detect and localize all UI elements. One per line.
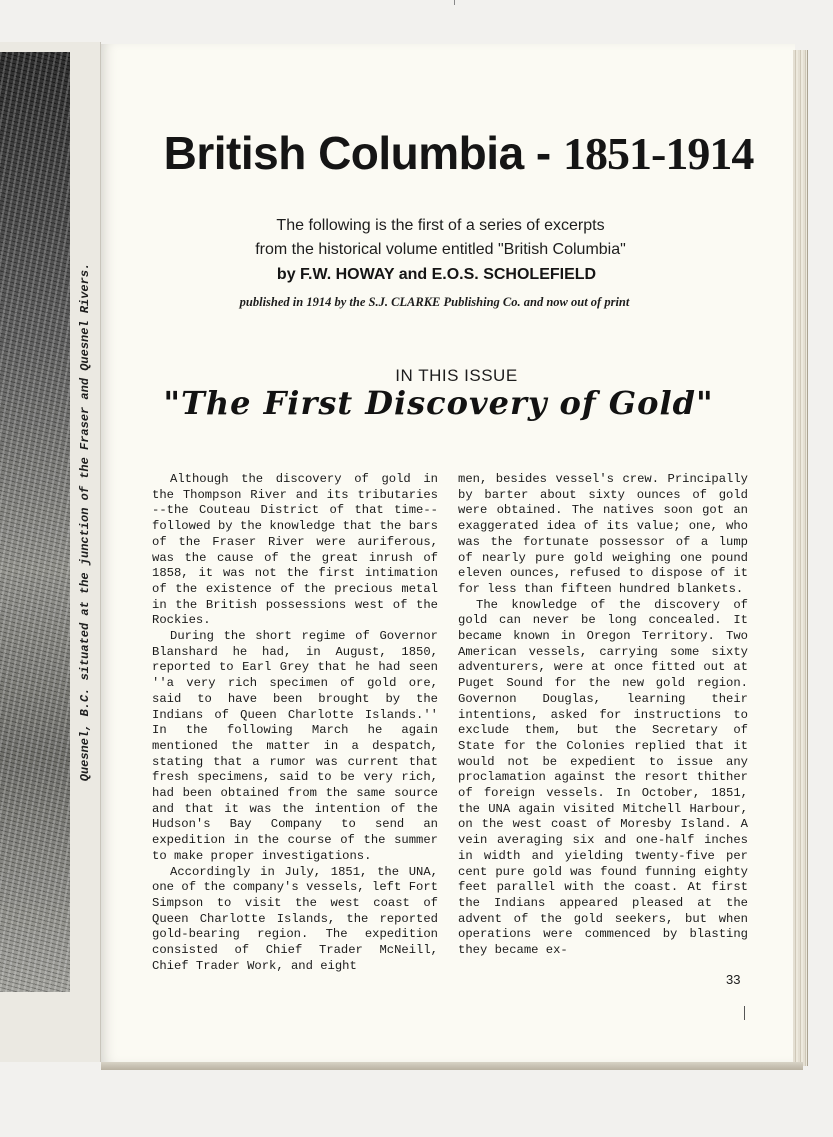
paragraph: During the short regime of Governor Blanshard he had, in August, 1850, reported to Earl Grey that he had seen ''a very rich specimen of gold ore, said to have been brought by the Indians of Queen Charlotte Islands.'' In the following March he again mentioned the matter in a despatch, stating that a rumor was current that fresh specimens, said to be very rich, had been obtained from the same source and that it was the intention of the Hudson's Bay Company to send an expedition in the course of the summer to make proper investigations. bbox=[152, 629, 438, 863]
byline: by F.W. HOWAY and E.O.S. SCHOLEFIELD bbox=[276, 266, 597, 283]
paragraph: Accordingly in July, 1851, the UNA, one of the company's vessels, left Fort Simpson to visit the west coast of Queen Charlotte Islands, the reported gold-bearing region. The expedition consisted of Chief Trader McNeill, Chief Trader Work, and eight bbox=[152, 864, 438, 973]
photo-caption: Quesnel, B.C. situated at the junction of the Fraser and Quesnel Rivers. bbox=[78, 262, 92, 782]
page-bottom-edge bbox=[101, 1062, 803, 1070]
river-photo bbox=[0, 52, 70, 992]
publication-note: published in 1914 by the S.J. CLARKE Publishing Co. and now out of print bbox=[239, 295, 630, 309]
photo-caption-area bbox=[70, 52, 100, 992]
article-column-left bbox=[152, 472, 438, 975]
page-number: 33 bbox=[726, 972, 741, 987]
paragraph-continuation: men, besides vessel's crew. Principally by barter about sixty ounces of gold were obtained. The natives soon got an exaggerated idea of its value; one, who was the fortunate possessor of a lump of nearly pure gold weighing one pound eleven ounces, refused to dispose of it for less than fifteen hundred blankets. bbox=[458, 472, 748, 596]
title-years: 1851-1914 bbox=[563, 128, 754, 179]
page-stack-edge bbox=[793, 50, 808, 1066]
feature-title: "The First Discovery of Gold" bbox=[163, 384, 714, 422]
title-text: British Columbia - bbox=[163, 127, 564, 179]
intro-line-1: The following is the first of a series of excerpts bbox=[276, 217, 605, 234]
article-column-right bbox=[458, 472, 748, 959]
top-edge-mark bbox=[454, 0, 455, 5]
issue-label: IN THIS ISSUE bbox=[395, 366, 518, 385]
margin-mark bbox=[744, 1006, 745, 1020]
intro-text bbox=[24, 214, 833, 262]
page-title bbox=[42, 126, 833, 180]
paragraph: The knowledge of the discovery of gold can never be long concealed. It became known in Oregon Territory. Two American vessels, carrying some sixty adventurers, were at once fitted out at Puget Sound for the new gold region. Governon Douglas, learning their intentions, asked for instructions to exclude them, but the Secretary of State for the Colonies replied that it would not be expedient to issue any proclamation against the resort thither of foreign vessels. In October, 1851, the UNA again visited Mitchell Harbour, on the west coast of Moresby Island. A vein averaging six and one-half inches in width and yielding twenty-five per cent pure gold was found funning eighty feet parallel with the coast. At first the Indians appeared pleased at the advent of the gold seekers, but when operations were commenced by blasting they became ex- bbox=[458, 597, 748, 958]
intro-line-2: from the historical volume entitled "British Columbia" bbox=[255, 241, 626, 258]
paragraph: Although the discovery of gold in the Thompson River and its tributaries --the Couteau District of that time-- followed by the knowledge that the bars of the Fraser River were auriferous, was the cause of the great inrush of 1858, it was not the first intimation of the existence of the precious metal in the British possessions west of the Rockies. bbox=[152, 472, 438, 628]
